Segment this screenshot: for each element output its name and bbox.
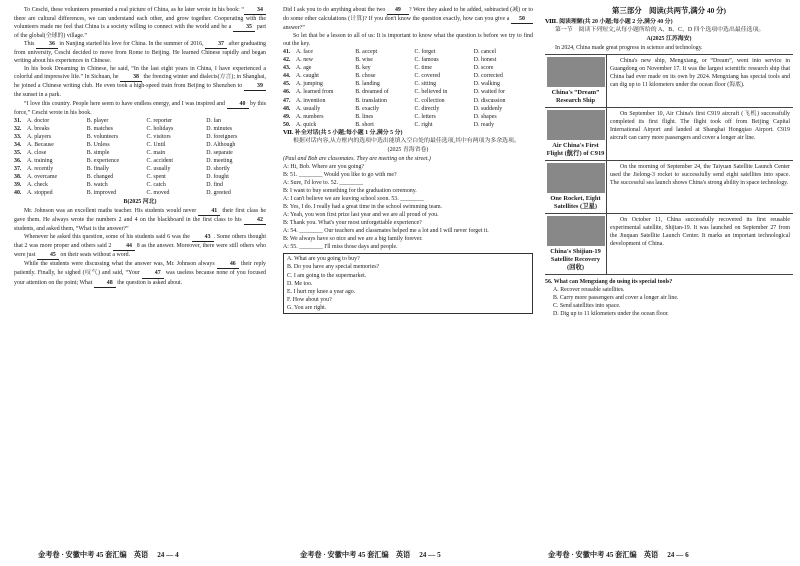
option-choice: D. Dig up to 11 kilometers under the ocean floor.	[553, 311, 669, 318]
option-choice: B. short	[355, 121, 374, 128]
option-row	[283, 97, 533, 105]
option-choice: C. sitting	[414, 81, 437, 88]
box-option: F. How about you?	[287, 296, 332, 303]
option-choice: A. usually	[296, 105, 321, 112]
dialog-line: A: I can't believe we are leaving school soon. 53. ________	[283, 196, 424, 203]
option-row	[283, 113, 533, 121]
option-choice: C. reporter	[146, 117, 173, 124]
option-row	[14, 157, 266, 165]
option-choice: B. matches	[86, 125, 113, 132]
passage-a-title: A(2025 江苏海安)	[646, 36, 692, 43]
option-choice: B. translation	[355, 97, 387, 104]
option-choice: B. accept	[355, 49, 378, 56]
news-caption: China's “Dream” Research Ship	[551, 89, 600, 105]
paragraph: Did I ask you to do anything about the two 49 ? Were they asked to be added, subtracted (减) or to do some other calculations (计算)? If you don't know the question exactly, how can you give a 50 answer?”	[283, 7, 533, 32]
question-56: 56. What can Mengxiang do using its special tools?	[545, 279, 673, 286]
option-choice: B. exactly	[355, 105, 380, 112]
option-choice: A. numbers	[296, 113, 324, 120]
paragraph: To Ceschi, these volunteers presented a real picture of China, as he later wrote in his book: “ 34 there are cultural differences, we can understand each other, and grow together. Cooperating with the volunteers made me feel that China is a society willing to connect with the world and be a 35 part of the global(全球的) village.”	[14, 7, 266, 40]
question-number: 42.	[283, 57, 291, 64]
option-choice: D. fought	[206, 173, 229, 180]
option-row	[283, 72, 533, 80]
option-row	[283, 48, 533, 56]
section-b-title: B(2025 河北)	[123, 199, 157, 206]
option-choice: B. key	[355, 65, 371, 72]
option-row	[283, 105, 533, 113]
option-row	[14, 173, 266, 181]
dialog-line: B: Yes, I do. I really had a great time in the school swimming team.	[283, 204, 443, 211]
option-choice: C. usually	[146, 165, 171, 172]
question-number: 45.	[283, 81, 291, 88]
dialog-line: B: Thank you. What's your most unforgettable experience?	[283, 220, 422, 227]
option-choice: B. changed	[86, 173, 114, 180]
page-footer: 金考卷 · 安徽中考 45 套汇编 英语 24 — 5	[300, 551, 441, 559]
news-item	[545, 107, 793, 160]
option-choice: D. Although	[206, 141, 236, 148]
option-choice: C. Until	[146, 141, 166, 148]
option-choice: A. jumping	[296, 81, 323, 88]
option-choice: A. players	[27, 133, 52, 140]
question-number: 43.	[283, 65, 291, 72]
box-option: A. What are you going to buy?	[287, 256, 360, 263]
dialog-line: A: 54. ________ Our teachers and classmates helped me a lot and I will never forget it.	[283, 228, 489, 235]
question-number: 34.	[14, 141, 22, 148]
option-choice: B. watch	[86, 181, 108, 188]
option-row	[283, 64, 533, 72]
option-choice: D. meeting	[206, 157, 233, 164]
option-choice: A. stopped	[27, 190, 53, 197]
question-number: 50.	[283, 121, 291, 128]
option-choice: B. finally	[86, 165, 110, 172]
question-56-options	[545, 286, 793, 318]
option-choice: B. wise	[355, 57, 373, 64]
option-choice: D. waited for	[473, 89, 505, 96]
options-list	[14, 117, 266, 197]
question-number: 35.	[14, 149, 22, 156]
question-number: 41.	[283, 49, 291, 56]
option-choice: D. discussion	[473, 97, 506, 104]
option-row	[14, 125, 266, 133]
question-number: 48.	[283, 105, 291, 112]
option-choice: A. invention	[296, 97, 326, 104]
option-choice: C. spent	[146, 173, 166, 180]
option-choice: C. visitors	[146, 133, 171, 140]
option-choice: D. find	[206, 181, 223, 188]
option-choice: B. player	[86, 117, 109, 124]
column-left	[14, 6, 266, 544]
option-choice: A. Because	[27, 141, 54, 148]
option-choice: C. catch	[146, 181, 166, 188]
page-footer: 金考卷 · 安徽中考 45 套汇编 英语 24 — 4	[38, 551, 179, 559]
option-choice: A. breaks	[27, 125, 50, 132]
option-row	[14, 189, 266, 197]
option-choice: D. greeted	[206, 190, 231, 197]
option-choice: C. famous	[414, 57, 439, 64]
news-photo	[547, 163, 605, 193]
option-choice: B. lines	[355, 113, 374, 120]
option-choice: B. Unless	[86, 141, 110, 148]
option-choice: D. honest	[473, 57, 497, 64]
news-item-label	[545, 55, 607, 107]
option-choice: C. believed in	[414, 89, 448, 96]
option-row	[283, 80, 533, 88]
question-number: 31.	[14, 117, 22, 124]
option-choice: D. foreigners	[206, 133, 238, 140]
dialog-line: A: Hi, Bob. Where are you going?	[283, 163, 365, 170]
section-7-source: (2025 青海省卷)	[387, 146, 429, 153]
option-choice: A. doctor	[27, 117, 50, 124]
dialog-scene: (Paul and Bob are classmates. They are meeting on the street.)	[283, 155, 431, 162]
question-number: 47.	[283, 97, 291, 104]
paragraph: Mr. Johnson was an excellent maths teacher. His students would never 41 their first class he gave them. He always wrote the numbers 2 and 4 on the blackboard in the first class to his 42 students, and asked them, “What is the answer?”	[14, 208, 266, 233]
option-choice: D. ready	[473, 121, 495, 128]
option-row	[283, 121, 533, 129]
option-choice: A. caught	[296, 73, 319, 80]
option-choice: D. shapes	[473, 113, 497, 120]
option-choice: C. forget	[414, 49, 436, 56]
options-box	[283, 253, 533, 313]
news-item-label	[545, 214, 607, 274]
option-choice: C. directly	[414, 105, 440, 112]
option-choice: C. Send satellites into space.	[553, 303, 621, 310]
news-item	[545, 54, 793, 107]
option-choice: B. simple	[86, 149, 110, 156]
option-choice: A. Recover reusable satellites.	[553, 287, 625, 294]
option-choice: B. dreamed of	[355, 89, 389, 96]
option-choice: C. right	[414, 121, 433, 128]
option-choice: D. separate	[206, 149, 233, 156]
dialog-line: A: Yeah, you won first prize last year and we are all proud of you.	[283, 212, 439, 219]
paragraph: This 36 in Nanjing started his love for China. In the summer of 2016, 37 after graduating from university, Ceschi decided to move from Rome to Beijing. He learned Chinese rapidly and began writing about his experiences in Chinese.	[14, 41, 266, 65]
option-choice: C. covered	[414, 73, 441, 80]
news-item-label	[545, 108, 607, 160]
news-caption: Air China's First Flight (航行) of C919	[546, 142, 605, 158]
news-item	[545, 160, 793, 213]
question-number: 40.	[14, 190, 22, 197]
option-choice: C. time	[414, 65, 432, 72]
box-option: E. I hurt my knee a year ago.	[287, 288, 356, 295]
news-text: On the morning of September 24, the Taiyuan Satellite Launch Center used the Jielong-3 rocket to successfully send eight satellites into space. The successful sea launch shows China's strong ability in space technology.	[610, 164, 790, 187]
option-row	[14, 117, 266, 125]
news-photo	[547, 110, 605, 140]
option-choice: A. quick	[296, 121, 317, 128]
option-choice: B. improved	[86, 190, 117, 197]
question-number: 49.	[283, 113, 291, 120]
option-choice: B. experience	[86, 157, 120, 164]
question-number: 33.	[14, 133, 22, 140]
option-row	[283, 88, 533, 96]
dialog-line: A: Sure, I'd love to. 52. ________	[283, 179, 364, 186]
news-text: On October 11, China successfully recovered its first reusable experimental satellite, Shijian-19. It was launched on September 27 from the Jiuquan Satellite Launch Center. It marks an important technological development of China.	[610, 217, 790, 248]
option-choice: D. walking	[473, 81, 500, 88]
dialog-line: B: 51. ________ Would you like to go with me?	[283, 171, 397, 178]
option-choice: D. shortly	[206, 165, 230, 172]
question-number: 37.	[14, 165, 22, 172]
question-number: 32.	[14, 125, 22, 132]
option-choice: B. volunteers	[86, 133, 119, 140]
news-caption: China's Shijian-19 Satellite Recovery (回收)	[550, 248, 601, 272]
box-option: D. Me too.	[287, 280, 313, 287]
box-option: C. I am going to the supermarket.	[287, 272, 367, 279]
paragraph: “I love this country. People here seem to have endless energy, and I was inspired and 40 by this force,” Ceschi wrote in his book.	[14, 100, 266, 116]
option-row	[14, 165, 266, 173]
option-choice: A. face	[296, 49, 314, 56]
section-7-instructions: 根据对话内容,从方框内的选项中选出能填入空白处的最佳选项,其中有两项为多余选项。	[293, 137, 520, 144]
option-row	[14, 149, 266, 157]
option-choice: D. suddenly	[473, 105, 503, 112]
option-choice: D. minutes	[206, 125, 233, 132]
option-choice: C. accident	[146, 157, 173, 164]
option-choice: D. score	[473, 65, 494, 72]
option-choice: A. new	[296, 57, 314, 64]
news-photo	[547, 57, 605, 87]
option-choice: B. Carry more passengers and cover a longer air line.	[553, 295, 679, 302]
news-table	[545, 54, 793, 275]
option-choice: A. recently	[27, 165, 54, 172]
news-photo	[547, 216, 605, 246]
section-8-title: Ⅷ. 阅读理解(共 20 小题;每小题 2 分,满分 40 分)	[545, 19, 673, 25]
option-choice: B. landing	[355, 81, 380, 88]
news-caption: One Rocket, Eight Satellites (卫星)	[550, 195, 601, 211]
news-item	[545, 213, 793, 275]
dialog-line: A: 55. ________ I'll miss those days and people.	[283, 244, 398, 251]
option-choice: A. check	[27, 181, 48, 188]
section-7-title: Ⅶ. 补全对话(共 5 小题;每小题 1 分,满分 5 分)	[283, 129, 403, 136]
option-choice: C. main	[146, 149, 166, 156]
option-row	[14, 133, 266, 141]
option-choice: A. age	[296, 65, 312, 72]
option-choice: A. overcame	[27, 173, 58, 180]
box-option: B. Do you have any special memories?	[287, 264, 380, 271]
box-option: G. You are right.	[287, 304, 327, 311]
option-choice: D. fan	[206, 117, 221, 124]
option-choice: C. collection	[414, 97, 445, 104]
option-choice: C. holidays	[146, 125, 174, 132]
question-number: 44.	[283, 73, 291, 80]
paragraph: Whenever he asked this question, some of his students said 6 was the 43 . Some others thought that 2 was more proper and others said 2 44 8 as the answer. Moreover, there were still others who were just 45 on their seats without a word.	[14, 233, 266, 260]
dialog	[283, 163, 533, 252]
option-row	[14, 141, 266, 149]
option-choice: D. corrected	[473, 73, 503, 80]
question-number: 39.	[14, 181, 22, 188]
dialog-line: B: I want to buy something for the graduation ceremony.	[283, 188, 417, 195]
paragraph: In his book Dreaming in Chinese, he said, “In the last eight years in China, I have experienced a colorful and impressive life.” In Sichuan, he 38 the freezing winter and dialects(方言); in Shanghai, he joined a Chinese writing club. He even took a high-speed train from Beijing to Shenzhen to 39 the sunset in a park.	[14, 66, 266, 99]
option-row	[14, 181, 266, 189]
paragraph: While the students were discussing what the answer was, Mr. Johnson always 46 their reply patiently. Finally, he sighed (叹气) and said, “Your 47 was useless because none of you focused your attention on the point; What 48 the question is asked about.	[14, 260, 266, 287]
options-list	[283, 48, 533, 128]
option-choice: D. cancel	[473, 49, 496, 56]
question-number: 38.	[14, 173, 22, 180]
column-right	[545, 6, 793, 544]
passage-a-intro: In 2024, China made great progress in science and technology.	[555, 45, 703, 52]
paragraph: So let that be a lesson to all of us: It is important to know what the question is before we try to find out the key.	[283, 33, 533, 48]
option-choice: A. learned from	[296, 89, 334, 96]
news-item-label	[545, 161, 607, 213]
news-text: China's new ship, Mengxiang, or “Dream”, went into service in Guangdong on November 17. It was the largest scientific research ship that China had ever made on its own by 2024. Mengxiang has special tools and can dig up to 11 kilometers under the ocean floor (海底).	[610, 58, 790, 89]
question-number: 46.	[283, 89, 291, 96]
option-choice: C. letters	[414, 113, 436, 120]
option-choice: A. close	[27, 149, 47, 156]
news-text: On September 10, Air China's first C919 aircraft (飞机) successfully completed its first flight. The flight took off from Beijing Capital International Airport and landed at Shanghai Hongqiao Airport. C919 aircraft can carry more passengers and cover a longer air line.	[610, 111, 790, 142]
option-row	[283, 56, 533, 64]
page-footer: 金考卷 · 安徽中考 45 套汇编 英语 24 — 6	[548, 551, 689, 559]
dialog-line: B: We always have so nice and we are a big family forever.	[283, 236, 423, 243]
question-number: 36.	[14, 157, 22, 164]
option-choice: C. moved	[146, 190, 170, 197]
option-choice: B. chose	[355, 73, 376, 80]
option-choice: A. training	[27, 157, 53, 164]
part-title: 第三部分 阅读(共两节,满分 40 分)	[612, 6, 726, 15]
section-8-instructions: 第一节 阅读下列短文,从每小题所给的 A、B、C、D 四个选项中选出最佳选项。	[555, 27, 765, 34]
column-middle	[283, 6, 533, 544]
